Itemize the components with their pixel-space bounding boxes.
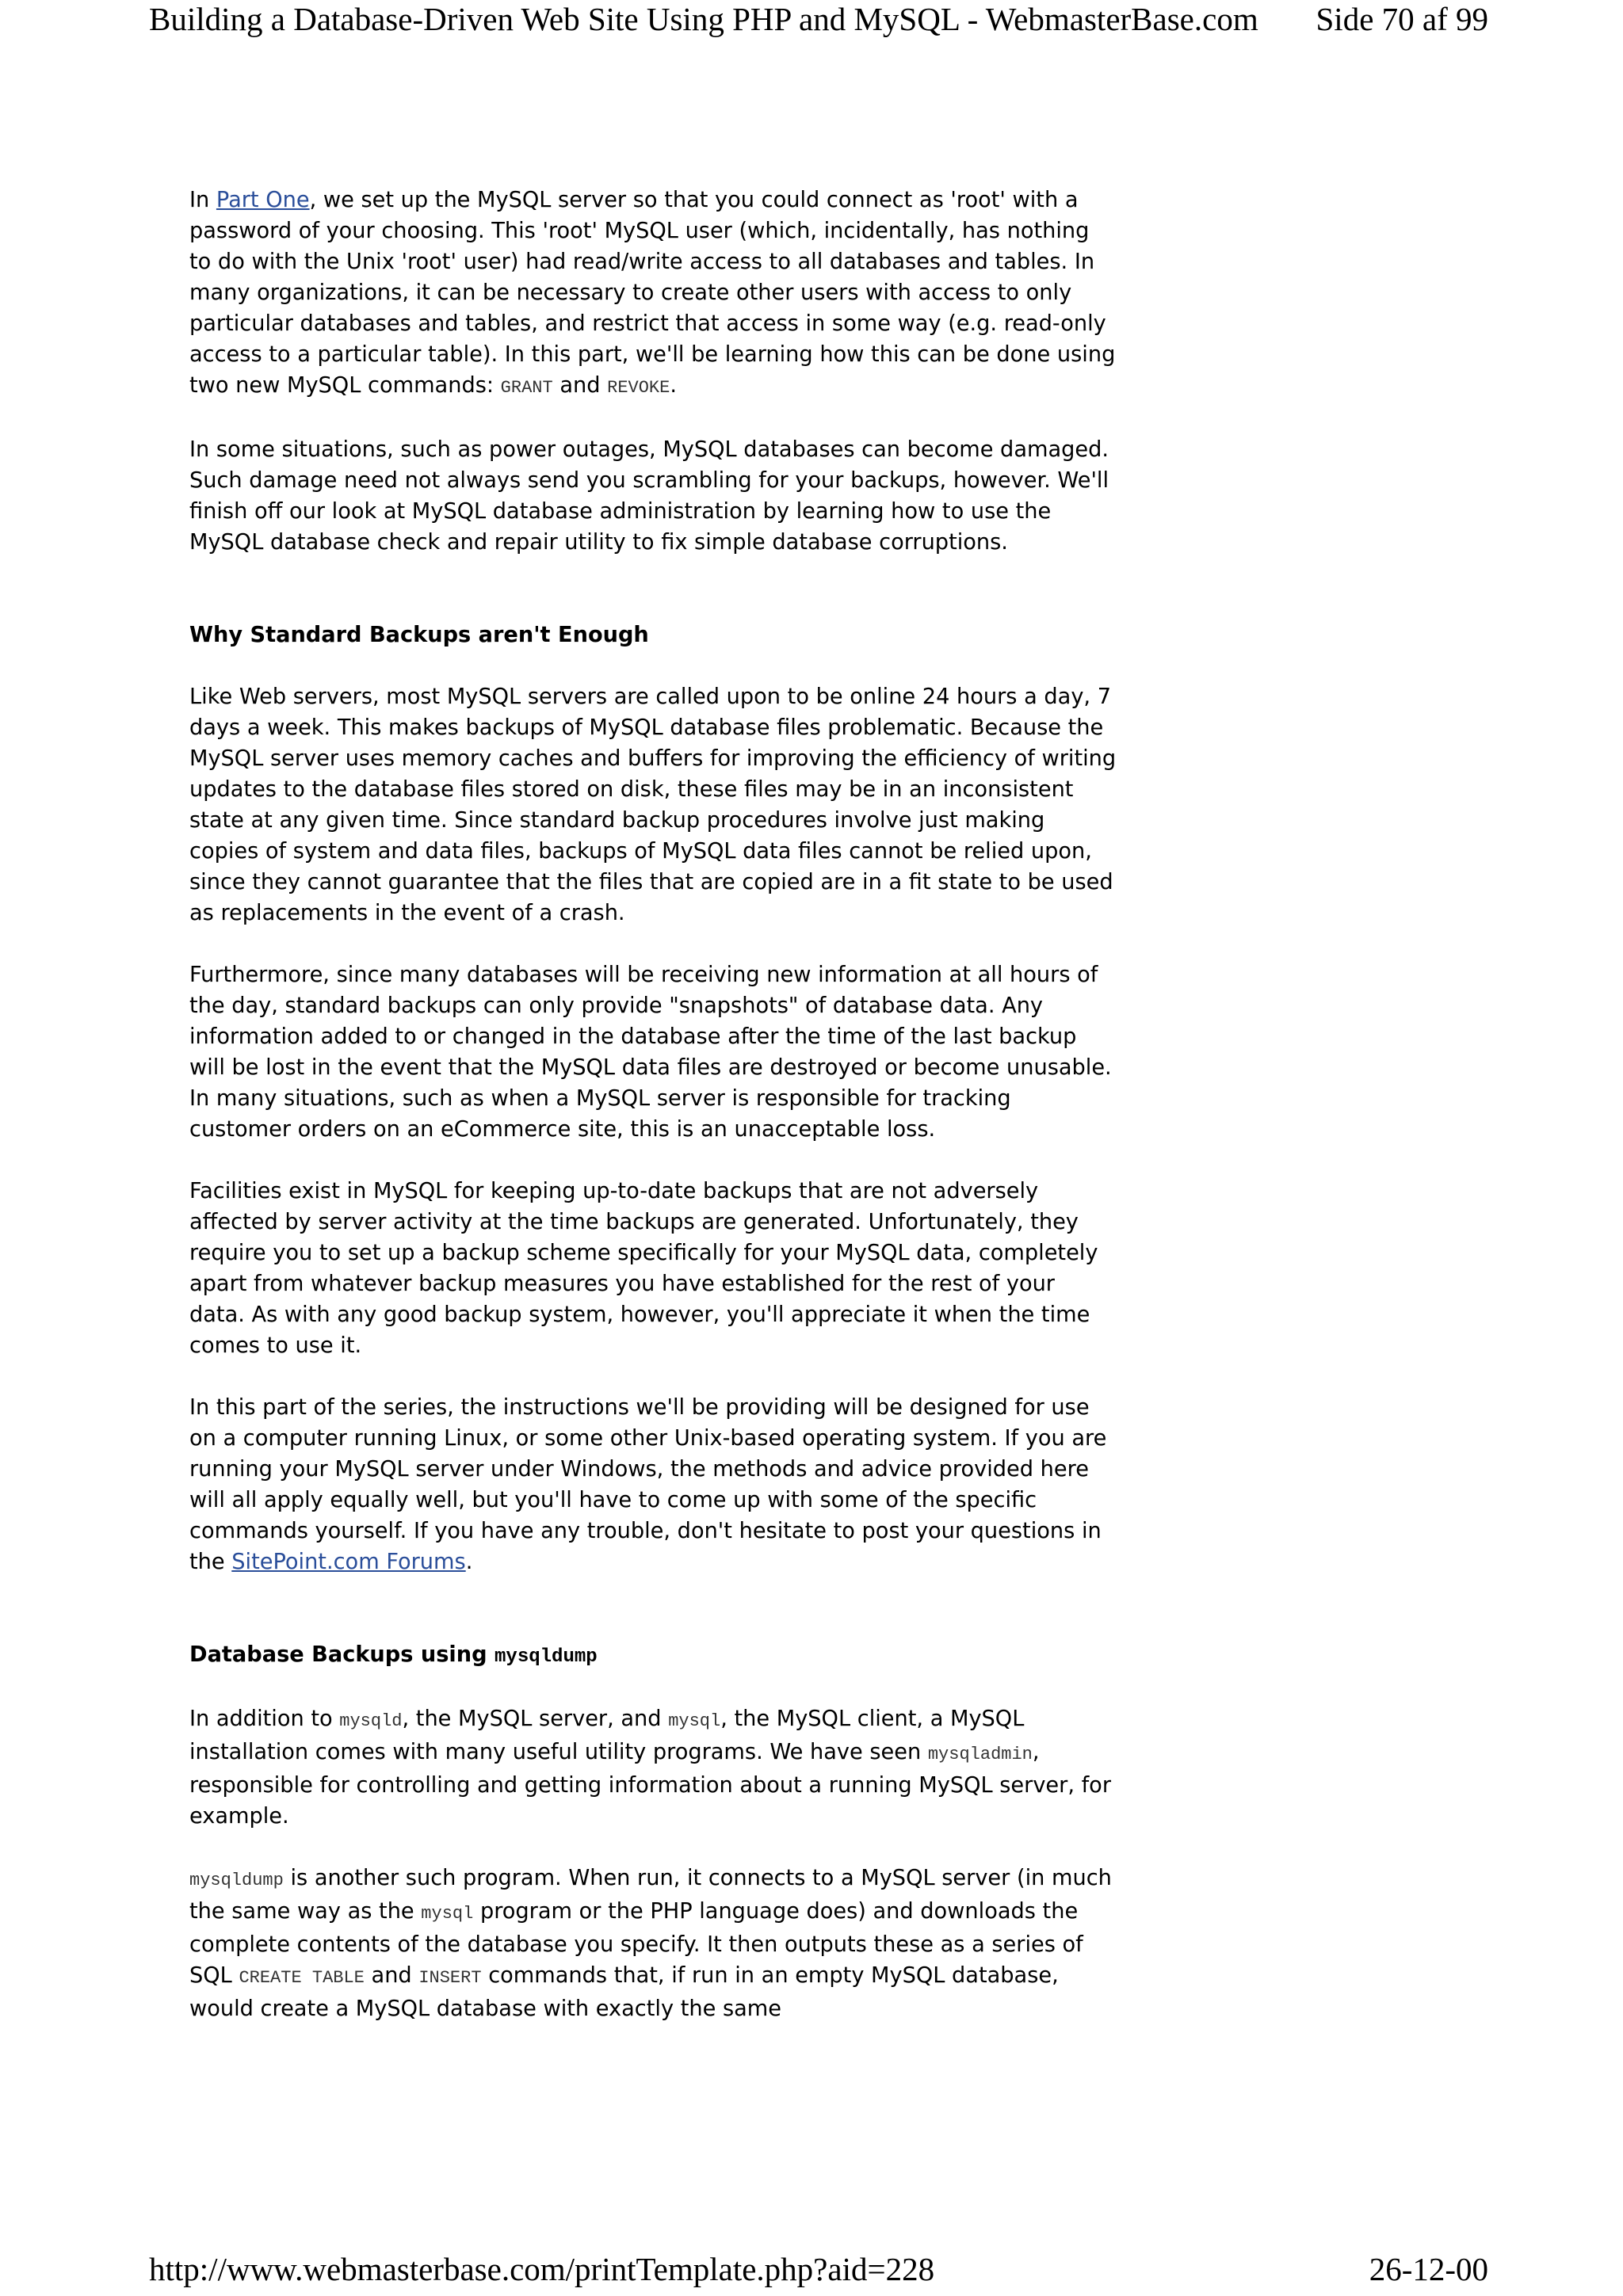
mysqld-code: mysqld <box>339 1711 403 1731</box>
standard-backups-paragraph-1: Like Web servers, most MySQL servers are called upon to be online 24 hours a day, 7 days a week. This makes backups of MySQL database files problematic. Because the MySQL server uses memory caches and buffers for improving the efficiency of writing updates to the database files stored on disk, these files may be in an inconsistent state at any given time. Since standard backup procedures involve just making copies of system and data files, backups of MySQL data files cannot be relied upon, since they cannot guarantee that the files that are copied are in a fit state to be used as replacements in the event of a crash. <box>189 685 1117 925</box>
insert-code: INSERT <box>418 1968 482 1988</box>
mysqladmin-code: mysqladmin <box>927 1745 1033 1764</box>
mysqldump-code: mysqldump <box>189 1871 284 1890</box>
intro-paragraph-1: In Part One, we set up the MySQL server so that you could connect as 'root' with a password of your choosing. This 'root' MySQL user (which, incidentally, has nothing to do with the Unix 'root' user) had read/write access to all databases and tables. In many organizations, it can be necessary to create other users with access to only particular databases and tables, and restrict that access in some way (e.g. read-only access to a particular table). In this part, we'll be learning how this can be done using two new MySQL commands: GRANT and REVOKE. <box>189 188 1116 398</box>
page-number: Side 70 af 99 <box>1316 1 1488 37</box>
part-one-link[interactable]: Part One <box>216 188 310 212</box>
sitepoint-forums-link[interactable]: SitePoint.com Forums <box>231 1550 466 1574</box>
grant-code: GRANT <box>500 378 553 398</box>
mysql-program-code: mysql <box>421 1904 474 1924</box>
create-table-code: CREATE TABLE <box>239 1968 365 1988</box>
standard-backups-paragraph-4: In this part of the series, the instructions we'll be providing will be designed for use on a computer running Linux, or some other Unix-based operating system. If you are running your MySQL server under Windows, the methods and advice provided here will all apply equally well, but you'll have to come up with some of the specific commands yourself. If you have any trouble, don't hesitate to post your questions in the SitePoint.com Forums. <box>189 1395 1107 1574</box>
mysqldump-paragraph-1: In addition to mysqld, the MySQL server, and mysql, the MySQL client, a MySQL installation comes with many useful utility programs. We have seen mysqladmin, responsible for controlling and getting information about a running MySQL server, for example. <box>189 1707 1111 1829</box>
print-date: 26-12-00 <box>1369 2251 1488 2287</box>
intro-paragraph-2: In some situations, such as power outages, MySQL databases can become damaged. Such damage need not always send you scrambling for your backups, however. We'll finish off our look at MySQL database administration by learning how to use the MySQL database check and repair utility to fix simple database corruptions. <box>189 437 1109 555</box>
standard-backups-paragraph-2: Furthermore, since many databases will be receiving new information at all hours of the day, standard backups can only provide "snapshots" of database data. Any information added to or changed in the database after the time of the last backup will be lost in the event that the MySQL data files are destroyed or become unusable. In many situations, such as when a MySQL server is responsible for tracking customer orders on an eCommerce site, this is an unacceptable loss. <box>189 963 1112 1142</box>
mysqldump-paragraph-2: mysqldump is another such program. When run, it connects to a MySQL server (in much the same way as the mysql program or the PHP language does) and downloads the complete contents of the database you specify. It then outputs these as a series of SQL CREATE TABLE and INSERT commands that, if run in an empty MySQL database, would create a MySQL database with exactly the same <box>189 1866 1112 2021</box>
standard-backups-paragraph-3: Facilities exist in MySQL for keeping up-to-date backups that are not adversely affected by server activity at the time backups are generated. Unfortunately, they require you to set up a backup scheme specifically for your MySQL data, completely apart from whatever backup measures you have established for the rest of your data. As with any good backup system, however, you'll appreciate it when the time comes to use it. <box>189 1179 1098 1358</box>
revoke-code: REVOKE <box>607 378 670 398</box>
mysqldump-heading-code: mysqldump <box>495 1646 598 1668</box>
page-url: http://www.webmasterbase.com/printTemplate.php?aid=228 <box>149 2251 935 2287</box>
mysql-code: mysql <box>668 1711 721 1731</box>
section-heading-mysqldump: Database Backups using mysqldump <box>189 1642 598 1668</box>
document-title: Building a Database-Driven Web Site Using PHP and MySQL - WebmasterBase.com <box>149 1 1258 37</box>
section-heading-standard-backups: Why Standard Backups aren't Enough <box>189 623 649 647</box>
page-header <box>149 0 1488 41</box>
page-footer <box>149 2250 1488 2291</box>
article-body <box>189 185 1117 2055</box>
